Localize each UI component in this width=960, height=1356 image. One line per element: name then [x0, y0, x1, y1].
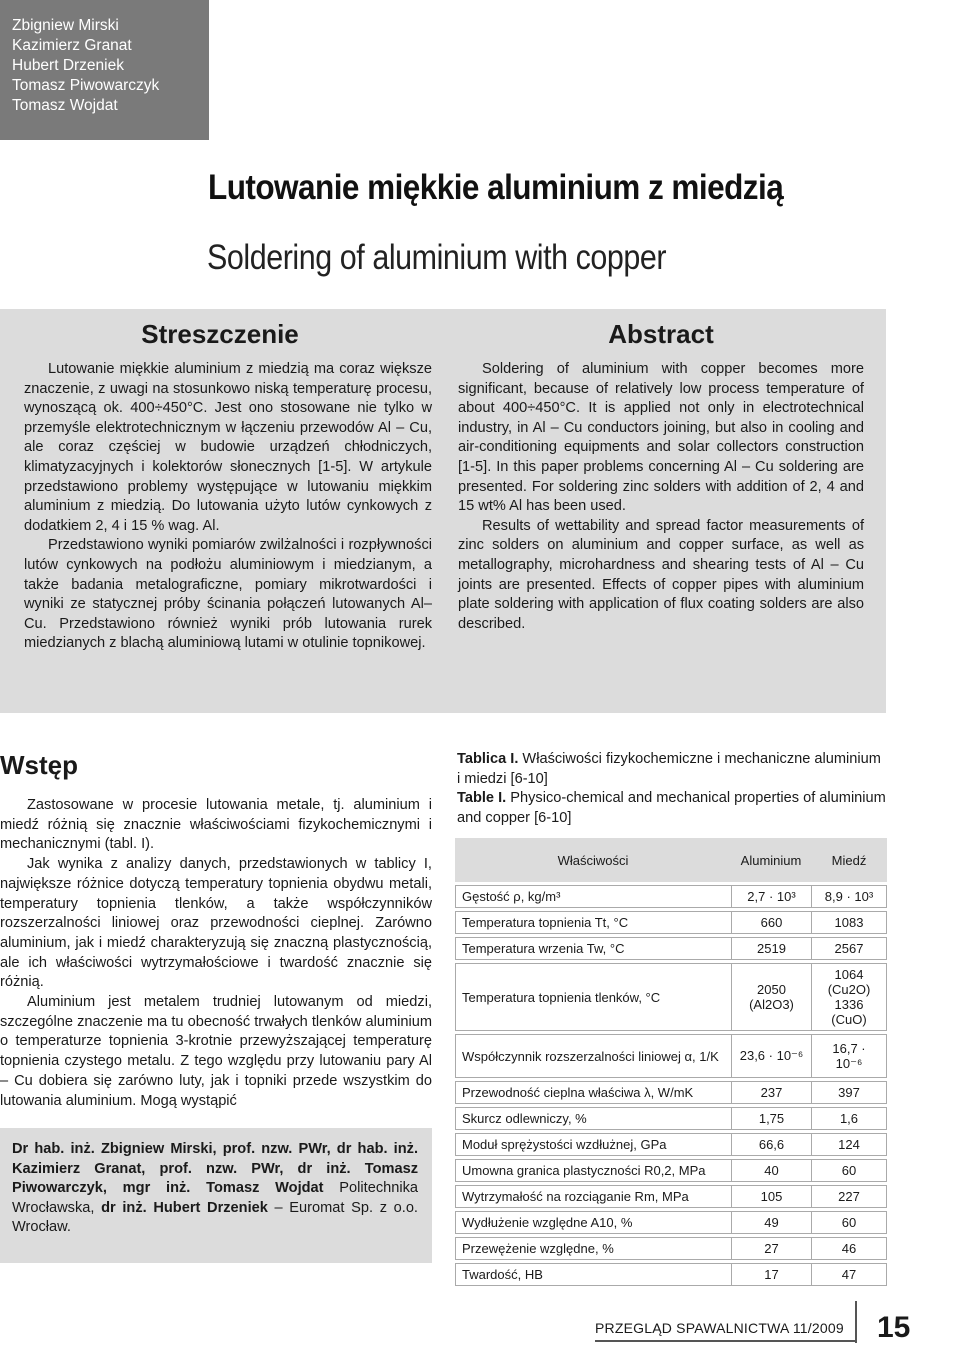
- affiliation-names: Dr hab. inż. Zbigniew Mirski, prof. nzw. PWr, dr hab. inż. Kazimierz Granat, prof. nzw. PWr, dr inż. Tomasz Piwowarczyk, mgr inż. Tomasz Wojdat: [12, 1141, 418, 1197]
- table-header-row: [455, 838, 887, 882]
- table-cell: 40: [731, 1159, 811, 1182]
- table-row: [455, 937, 887, 960]
- streszczenie-heading: Streszczenie: [141, 319, 299, 349]
- footer-rule-vertical: [855, 1301, 857, 1343]
- table-cell: Gęstość ρ, kg/m³: [455, 885, 731, 908]
- table-cell: 1,75: [731, 1107, 811, 1130]
- table-cell: 124: [811, 1133, 887, 1156]
- author-3: Hubert Drzeniek: [12, 57, 124, 74]
- wstep-p2: Jak wynika z analizy danych, przedstawionych w tablicy I, największe różnice dotyczą temperatury topnienia obydwu metali, temperatury topnienia tlenków, a także współczynników rozszerzalności liniowej oraz przewodności cieplnej. Zarówno aluminium, jak i miedź charakteryzują się znaczną plastycznością, ale ich właściwości wytrzymałościowe i twardość znacznie się różnią.: [0, 856, 432, 991]
- table-row: [455, 1263, 887, 1286]
- properties-table: [455, 835, 887, 1289]
- wstep-body: [0, 796, 432, 1111]
- wstep-heading: Wstęp: [0, 750, 78, 780]
- table-cell: Wydłużenie względne A10, %: [455, 1211, 731, 1234]
- header-property: Właściwości: [455, 838, 731, 882]
- wstep-p1: Zastosowane w procesie lutowania metale, tj. aluminium i miedź różnią się znacznie właściwościami fizykochemicznymi i mechanicznymi (tabl. I).: [0, 797, 432, 853]
- table-cell: 227: [811, 1185, 887, 1208]
- table-cell: Współczynnik rozszerzalności liniowej α, 1/K: [455, 1034, 731, 1078]
- table-cell: 27: [731, 1237, 811, 1260]
- caption-pl-label: Tablica I.: [457, 751, 519, 767]
- table-row: [455, 1034, 887, 1078]
- table-cell: 60: [811, 1159, 887, 1182]
- caption-en-text: Physico-chemical and mechanical properties of aluminium and copper [6-10]: [457, 790, 886, 826]
- title-polish: Lutowanie miękkie aluminium z miedzią: [208, 168, 784, 207]
- table-cell: 60: [811, 1211, 887, 1234]
- table-row: [455, 1133, 887, 1156]
- table-cell: 16,7 · 10⁻⁶: [811, 1034, 887, 1078]
- wstep-p3: Aluminium jest metalem trudniej lutowanym od miedzi, szczególne znaczenie ma tu obecność trwałych tlenków aluminium o temperaturze topnienia 3-krotnie przewyższającej temperaturę topnienia czystego metalu. Z tego względu przy lutowaniu pary Al – Cu dobiera się zarówno luty, jak i topniki przede wszystkim do lutowania aluminium. Mogą wystąpić: [0, 994, 432, 1109]
- footer-rule-horizontal: [595, 1340, 857, 1342]
- table-cell: 49: [731, 1211, 811, 1234]
- table-cell: 237: [731, 1081, 811, 1104]
- table-cell: Moduł sprężystości wzdłużnej, GPa: [455, 1133, 731, 1156]
- table-row: [455, 1185, 887, 1208]
- table-cell: 1064 (Cu2O) 1336 (CuO): [811, 963, 887, 1031]
- header-aluminium: Aluminium: [731, 838, 811, 882]
- table-cell: 47: [811, 1263, 887, 1286]
- table-cell: 8,9 · 10³: [811, 885, 887, 908]
- authors-box: [0, 0, 209, 140]
- table-cell: 2050 (Al2O3): [731, 963, 811, 1031]
- table-cell: Umowna granica plastyczności R0,2, MPa: [455, 1159, 731, 1182]
- table-cell: 2567: [811, 937, 887, 960]
- table-row: [455, 1159, 887, 1182]
- table-row: [455, 911, 887, 934]
- table-cell: Przewodność cieplna właściwa λ, W/mK: [455, 1081, 731, 1104]
- table-cell: 397: [811, 1081, 887, 1104]
- table-cell: 1083: [811, 911, 887, 934]
- author-1: Zbigniew Mirski: [12, 17, 119, 34]
- author-2: Kazimierz Granat: [12, 37, 132, 54]
- table-cell: Przewężenie względne, %: [455, 1237, 731, 1260]
- streszczenie-section: [24, 318, 432, 654]
- table-row: [455, 1081, 887, 1104]
- table-caption: [457, 750, 887, 828]
- table-cell: 2,7 · 10³: [731, 885, 811, 908]
- table-cell: 17: [731, 1263, 811, 1286]
- affiliation-name-2: dr inż. Hubert Drzeniek: [101, 1199, 268, 1216]
- table-row: [455, 885, 887, 908]
- streszczenie-p2: Przedstawiono wyniki pomiarów zwilżalności i rozpływności lutów cynkowych na podłożu aluminiowym i miedzianym, a także badania metalograficzne, pomiary mikrotwardości i wyniki ze statycznej próby ścinania połączeń lutowanych Al–Cu. Przedstawiono również wyniki prób lutowania rurek miedzianych z blachą aluminiową lutami w otulinie topnikowej.: [24, 537, 432, 652]
- affiliation-box: [0, 1128, 432, 1263]
- header-copper: Miedź: [811, 838, 887, 882]
- table-cell: Temperatura topnienia tlenków, °C: [455, 963, 731, 1031]
- table-cell: 23,6 · 10⁻⁶: [731, 1034, 811, 1078]
- title-english: Soldering of aluminium with copper: [207, 238, 667, 277]
- affiliation-org-1: Politechnika Wrocławska,: [12, 1180, 418, 1216]
- streszczenie-p1: Lutowanie miękkie aluminium z miedzią ma coraz większe znaczenie, z uwagi na stosunkowo niską temperaturę procesu, wynoszącą ok. 400÷450°C. Jest ono stosowane nie tylko w przemyśle elektrotechnicznym w łączeniu przewodów Al – Cu, ale coraz częściej w budowie urządzeń chłodniczych, klimatyzacyjnych i kolektorów słonecznych [1-5]. W artykule przedstawiono problemy występujące w lutowaniu miękkim aluminium z miedzią. Do lutowania użyto lutów cynkowych z dodatkiem 2, 4 i 15 % wag. Al.: [24, 361, 432, 534]
- journal-name: PRZEGLĄD SPAWALNICTWA 11/2009: [595, 1320, 844, 1336]
- table-cell: 2519: [731, 937, 811, 960]
- table-cell: Twardość, HB: [455, 1263, 731, 1286]
- table-cell: 660: [731, 911, 811, 934]
- author-4: Tomasz Piwowarczyk: [12, 77, 160, 94]
- table-cell: 105: [731, 1185, 811, 1208]
- table-cell: Skurcz odlewniczy, %: [455, 1107, 731, 1130]
- table-cell: Wytrzymałość na rozciąganie Rm, MPa: [455, 1185, 731, 1208]
- abstract-section: [458, 318, 864, 634]
- caption-en-label: Table I.: [457, 790, 507, 807]
- author-5: Tomasz Wojdat: [12, 97, 118, 114]
- caption-pl-text: Właściwości fizykochemiczne i mechaniczne aluminium i miedzi [6-10]: [457, 751, 881, 787]
- page-number: 15: [877, 1311, 911, 1344]
- table-cell: Temperatura topnienia Tt, °C: [455, 911, 731, 934]
- table-row: [455, 963, 887, 1031]
- affiliation-org-2: – Euromat Sp. z o.o. Wrocław.: [12, 1199, 418, 1236]
- table-row: [455, 1237, 887, 1260]
- table-cell: Temperatura wrzenia Tw, °C: [455, 937, 731, 960]
- abstract-p2: Results of wettability and spread factor measurements of zinc solders on aluminium and copper surface, as well as metallography, microhardness and shearing tests of Al – Cu joints are presented. Effects of copper pipes with aluminium plate soldering with application of flux coating solders are also described.: [458, 517, 864, 632]
- table-cell: 66,6: [731, 1133, 811, 1156]
- table-row: [455, 1211, 887, 1234]
- abstract-heading: Abstract: [608, 319, 714, 349]
- table-cell: 46: [811, 1237, 887, 1260]
- table-cell: 1,6: [811, 1107, 887, 1130]
- abstract-p1: Soldering of aluminium with copper becomes more significant, because of relatively low process temperature of about 400÷450°C. It is applied not only in electrotechnical industry, in Al – Cu conductors joining, but also in cooling and air-conditioning equipments and solar collectors construction [1-5]. In this paper problems concerning Al – Cu soldering are presented. For soldering zinc solders with addition of 2, 4 and 15 wt% Al has been used.: [458, 361, 864, 515]
- table-row: [455, 1107, 887, 1130]
